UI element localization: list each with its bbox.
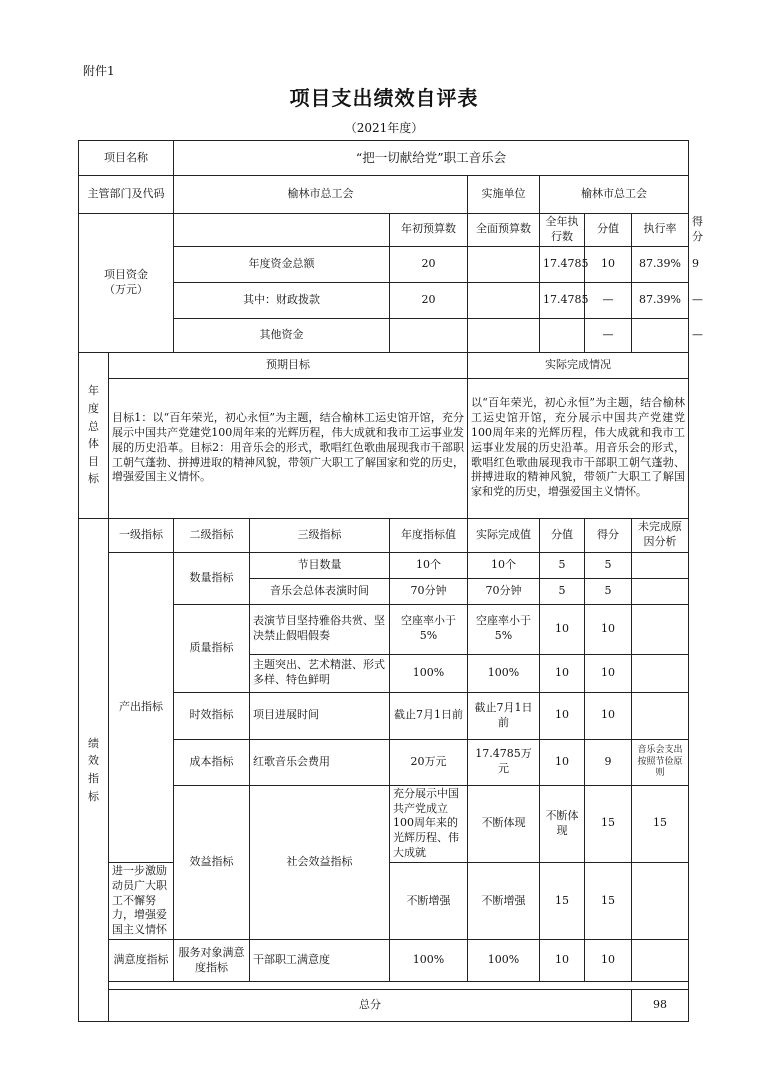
funds-cell: 17.4785: [540, 246, 585, 282]
indicator-header: 三级指标: [250, 518, 390, 552]
indicator-reason: [632, 862, 689, 939]
funds-cell: 17.4785: [540, 282, 585, 318]
indicator-score: 5: [585, 552, 632, 578]
indicator-name: 红歌音乐会费用: [250, 739, 390, 785]
indicator-value: 10: [540, 739, 585, 785]
indicator-value: 5: [540, 578, 585, 604]
indicator-header: 实际完成值: [468, 518, 540, 552]
dept-label: 主管部门及代码: [79, 176, 174, 214]
indicator-target: 10个: [390, 552, 468, 578]
indicator-actual: 不断体现: [540, 785, 585, 862]
indicator-score: 10: [585, 654, 632, 692]
funds-cell: —: [585, 282, 632, 318]
indicator-reason: [632, 604, 689, 654]
indicator-header: 得分: [585, 518, 632, 552]
indicator-actual: 70分钟: [468, 578, 540, 604]
indicator-name: 干部职工满意度: [250, 940, 390, 982]
indicator-target: 20万元: [390, 739, 468, 785]
actual-result-header: 实际完成情况: [468, 352, 689, 378]
total-label: 总分: [109, 990, 632, 1022]
indicator-name: 节目数量: [250, 552, 390, 578]
goals-label-cell: [79, 352, 109, 518]
satisfaction-indicator-label: 满意度指标: [109, 940, 174, 982]
indicator-name: 进一步激励动员广大职工不懈努力，增强爱国主义情怀: [109, 862, 174, 939]
indicator-score: 10: [585, 604, 632, 654]
indicator-actual: 10个: [468, 552, 540, 578]
indicator-target: 截止7月1日前: [390, 692, 468, 739]
funds-row-label: 其中：财政拨款: [174, 282, 390, 318]
actual-result-text: 以“百年荣光，初心永恒”为主题，结合榆林工运史馆开馆，充分展示中国共产党建党100周年来的光辉历程，伟大成就和我市工运事业发展的历史沿革。用音乐会的形式，歌唱红色歌曲展现我市干部职工朝气蓬勃、拼搏进取的精神风貌，带领广大职工了解国家和党的历史，增强爱国主义情怀。: [468, 378, 689, 518]
funds-row-label: 其他资金: [174, 318, 390, 352]
total-score: 98: [632, 990, 689, 1022]
project-name-value: “把一切献给党”职工音乐会: [174, 141, 689, 176]
impl-unit-label: 实施单位: [468, 176, 540, 214]
indicators-label: 绩效指标: [88, 736, 99, 803]
expected-goal-text: 目标1：以“百年荣光，初心永恒”为主题，结合榆林工运史馆开馆，充分展示中国共产党建党100周年来的光辉历程，伟大成就和我市工运事业发展的历史沿革。目标2：用音乐会的形式，歌唱红色歌曲展现我市干部职工朝气蓬勃、拼搏进取的精神风貌，带领广大职工了解国家和党的历史，增强爱国主义情怀。: [109, 378, 468, 518]
indicator-value: 10: [540, 692, 585, 739]
indicator-name: 充分展示中国共产党成立100周年来的光辉历程、伟大成就: [390, 785, 468, 862]
quantity-indicator-label: 数量指标: [174, 552, 250, 604]
service-satisfaction-label: 服务对象满意度指标: [174, 940, 250, 982]
indicator-target: 不断体现: [468, 785, 540, 862]
indicator-score: 9: [585, 739, 632, 785]
page-title: 项目支出绩效自评表: [289, 86, 479, 110]
indicator-value: 10: [540, 654, 585, 692]
funds-cell: [632, 318, 689, 352]
quality-indicator-label: 质量指标: [174, 604, 250, 692]
funds-cell: 87.39%: [632, 282, 689, 318]
indicator-name: 项目进展时间: [250, 692, 390, 739]
year-subtitle: （2021年度）: [344, 121, 424, 135]
funds-cell: [468, 246, 540, 282]
indicator-reason: [632, 578, 689, 604]
attachment-label: 附件1: [83, 64, 115, 78]
indicator-target: 70分钟: [390, 578, 468, 604]
indicator-reason: [632, 692, 689, 739]
impl-unit-value: 榆林市总工会: [540, 176, 689, 214]
funds-header: 年初预算数: [390, 214, 468, 247]
funds-header: 全年执行数: [540, 214, 585, 247]
funds-cell: [468, 282, 540, 318]
indicator-value: 10: [540, 604, 585, 654]
indicator-reason: [632, 654, 689, 692]
indicator-score: 15: [585, 862, 632, 939]
indicator-name: 音乐会总体表演时间: [250, 578, 390, 604]
goals-label: 年度总体目标: [88, 384, 99, 486]
indicator-header: 二级指标: [174, 518, 250, 552]
indicator-score: 10: [585, 940, 632, 982]
output-indicator-label: 产出指标: [109, 552, 174, 862]
indicator-actual: 17.4785万元: [468, 739, 540, 785]
indicator-value: 10: [540, 940, 585, 982]
indicator-score: 10: [585, 692, 632, 739]
cost-indicator-label: 成本指标: [174, 739, 250, 785]
timeliness-indicator-label: 时效指标: [174, 692, 250, 739]
indicator-score: 5: [585, 578, 632, 604]
indicator-target: 不断增强: [390, 862, 468, 939]
funds-header: 全面预算数: [468, 214, 540, 247]
funds-header: 执行率: [632, 214, 689, 247]
indicator-target: 100%: [390, 940, 468, 982]
project-name-label: 项目名称: [79, 141, 174, 176]
indicator-actual: 100%: [468, 940, 540, 982]
indicator-target: 100%: [390, 654, 468, 692]
funds-cell: 20: [390, 282, 468, 318]
evaluation-table: 项目名称 “把一切献给党”职工音乐会 主管部门及代码 榆林市总工会 实施单位 榆林市总工会 项目资金 （万元） 年初预算数 全面预算数 全年执行数 分值 执行率 得分 年度资金总额 20 17.4785 10 87.39% 9 其中：财政拨款 20 17.4785 — 87.39% — 其他资金 — — 年度总体目标 预期目标 实际完成情况 目标1：以“百年荣光，初心永恒”为主题，结合榆林工运史馆开馆，充分展示中国共产党建党100周年来的光辉历程，伟大成就和我市工运事业发展的历史沿革。目标2：用音乐会的形式，歌唱红色歌曲展现我市干部职工朝气蓬勃、拼搏进取的精神风貌，带领广大职工了解国家和党的历史，增强爱国主义情怀。 以“百年荣光，初心永恒”为主题，结合榆林工运史馆开馆，充分展示中国共产党建党100周年来的光辉历程，伟大成就和我市工运事业发展的历史沿革。用音乐会的形式，歌唱红色歌曲展现我市干部职工朝气蓬勃、拼搏进取的精神风貌，带领广大职工了解国家和党的历史，增强爱国主义情怀。 绩效指标 一级指标 二级指标 三级指标 年度指标值 实际完成值 分值 得分 未完成原因分析 产出指标 数量指标 节目数量 10个 10个 5 5 音乐会总体表演时间 70分钟 70分钟 5 5 质量指标 表演节目坚持雅俗共赏、坚决禁止假唱假奏 空座率小于5% 空座率小于5% 10 10 主题突出、艺术精湛、形式多样、特色鲜明 100% 100% 10 10 时效指标 项目进展时间 截止7月1日前 截止7月1日前 10 10 成本指标 红歌音乐会费用 20万元 17.4785万元 10 9 音乐会支出按照节俭原则 效益指标 社会效益指标 充分展示中国共产党成立100周年来的光辉历程、伟大成就 不断体现 不断体现 15 15 进一步激励动员广大职工不懈努力，增强爱国主义情怀 不断增强 不断增强 15 15 满意度指标 服务对象满意度指标 干部职工满意度 100% 100% 10 10 总分 98: [78, 140, 689, 1022]
indicator-value: 15: [585, 785, 632, 862]
indicator-header: 一级指标: [109, 518, 174, 552]
indicator-value: 15: [540, 862, 585, 939]
funds-cell: 20: [390, 246, 468, 282]
indicator-actual: 空座率小于5%: [468, 604, 540, 654]
social-benefit-label: 社会效益指标: [250, 785, 390, 939]
indicators-label-cell: [79, 518, 109, 1021]
indicator-actual: 截止7月1日前: [468, 692, 540, 739]
indicator-target: 空座率小于5%: [390, 604, 468, 654]
indicator-reason: [632, 552, 689, 578]
funds-row-label: 年度资金总额: [174, 246, 390, 282]
indicator-name: 表演节目坚持雅俗共赏、坚决禁止假唱假奏: [250, 604, 390, 654]
funds-header: 分值: [585, 214, 632, 247]
funds-header-blank: [174, 214, 390, 247]
funds-cell: 10: [585, 246, 632, 282]
indicator-header: 分值: [540, 518, 585, 552]
indicator-reason: 音乐会支出按照节俭原则: [632, 739, 689, 785]
funds-cell: 87.39%: [632, 246, 689, 282]
funds-cell: —: [585, 318, 632, 352]
indicator-name: 主题突出、艺术精湛、形式多样、特色鲜明: [250, 654, 390, 692]
indicator-actual: 100%: [468, 654, 540, 692]
indicator-header: 年度指标值: [390, 518, 468, 552]
spacer-row: [109, 982, 689, 990]
benefit-indicator-label: 效益指标: [174, 785, 250, 939]
funds-label: 项目资金 （万元）: [79, 214, 174, 353]
expected-goal-header: 预期目标: [109, 352, 468, 378]
funds-cell: [468, 318, 540, 352]
indicator-value: 5: [540, 552, 585, 578]
funds-cell: [390, 318, 468, 352]
funds-cell: [540, 318, 585, 352]
indicator-actual: 不断增强: [468, 862, 540, 939]
dept-value: 榆林市总工会: [174, 176, 468, 214]
indicator-header: 未完成原因分析: [632, 518, 689, 552]
indicator-score: 15: [632, 785, 689, 862]
indicator-reason: [632, 940, 689, 982]
